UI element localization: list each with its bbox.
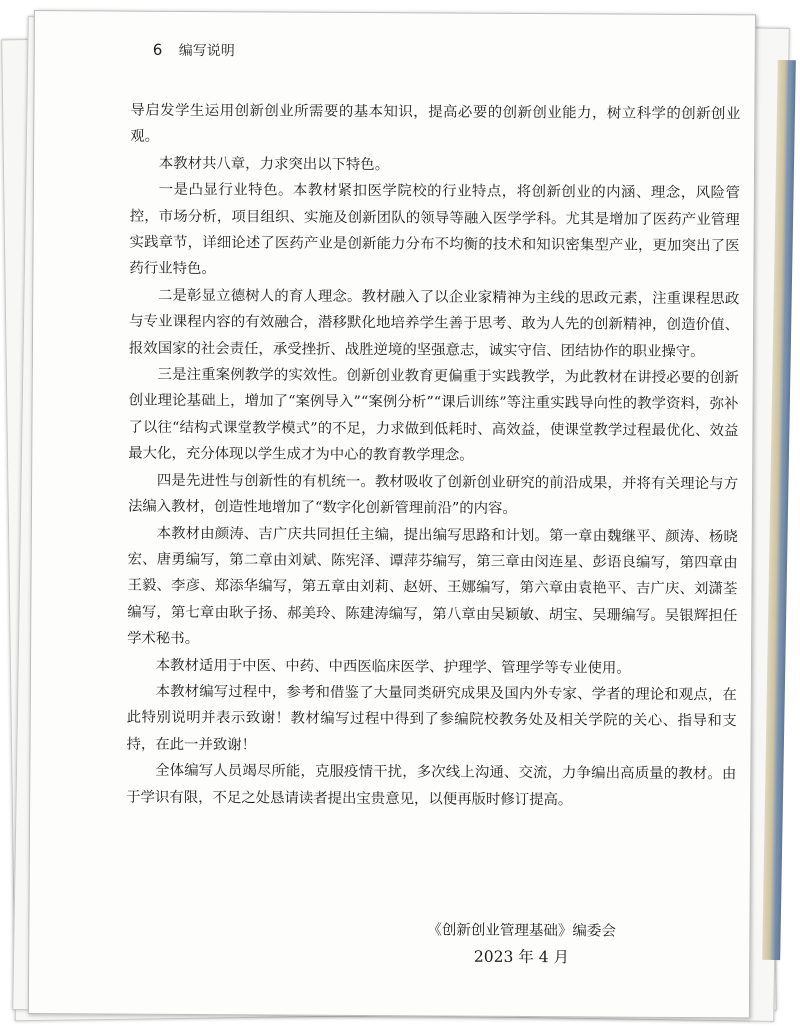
body-paragraph: 本教材由颜涛、吉广庆共同担任主编，提出编写思路和计划。第一章由魏继平、颜涛、杨晓宏、唐勇编写，第二章由刘斌、陈宪泽、谭萍芬编写，第三章由闵连星、彭语良编写，第四章由王毅、李彦、郑添华编写，第五章由刘莉、赵妍、王娜编写，第六章由袁艳平、吉广庆、刘潇荃编写，第七章由耿子扬、郝美玲、陈建涛编写，第八章由吴颖敏、胡宝、吴珊编写。吴银辉担任学术秘书。 (127, 525, 738, 648)
body-paragraph: 三是注重案例教学的实效性。创新创业教育更偏重于实践教学，为此教材在讲授必要的创新创业理论基础上，增加了“案例导入”“案例分析”“课后训练”等注重实践导向性的教学资料，弥补了以往“结构式课堂教学模式”的不足，力求做到低耗时、高效益，使课堂教学过程最优化、效益最大化，充分体现以学生成才为中心的教育教学理念。 (128, 366, 739, 464)
body-paragraph: 四是先进性与创新性的有机统一。教材吸收了创新创业研究的前沿成果，并将有关理论与方法编入教材，创造性地增加了“数字化创新管理前沿”的内容。 (127, 472, 739, 518)
signature-organization: 《创新创业管理基础》编委会 (427, 922, 616, 940)
body-paragraph: 二是彰显立德树人的育人理念。教材融入了以企业家精神为主线的思政元素，注重课程思政与专业课程内容的有效融合，潜移默化地培养学生善于思考、敢为人先的创新精神，创造价值、报效国家的社会责任，承受挫折、战胜逆境的坚强意志，诚实守信、团结协作的职业操守。 (128, 287, 740, 360)
signature-block (427, 917, 616, 970)
page-number: 6 (152, 40, 163, 59)
section-title: 编写说明 (178, 42, 235, 60)
signature-date: 2023 年 4 月 (473, 947, 570, 967)
body-text (126, 98, 740, 815)
document-page (28, 10, 756, 1018)
page-header (153, 40, 235, 61)
body-paragraph: 一是凸显行业特色。本教材紧扣医学院校的行业特点，将创新创业的内涵、理念，风险管控，市场分析，项目组织、实施及创新团队的领导等融入医学学科。尤其是增加了医药产业管理实践章节，详细论述了医药产业是创新能力分布不均衡的技术和知识密集型产业，更加突出了医药行业特色。 (129, 181, 740, 278)
body-paragraph: 本教材适用于中医、中药、中西医临床医学、护理学、管理学等专业使用。 (155, 657, 631, 677)
body-paragraph: 全体编写人员竭尽所能，克服疫情干扰，多次线上沟通、交流，力争编出高质量的教材。由于学识有限，不足之处恳请读者提出宝贵意见，以便再版时修订提高。 (126, 762, 737, 808)
body-paragraph: 导启发学生运用创新创业所需要的基本知识，提高必要的创新创业能力，树立科学的创新创业观。 (130, 102, 741, 146)
body-paragraph: 本教材共八章，力求突出以下特色。 (158, 155, 390, 173)
body-paragraph: 本教材编写过程中，参考和借鉴了大量同类研究成果及国内外专家、学者的理论和观点，在此特别说明并表示致谢！教材编写过程中得到了参编院校教务处及相关学院的关心、指导和支持，在此一并致谢！ (126, 683, 737, 754)
